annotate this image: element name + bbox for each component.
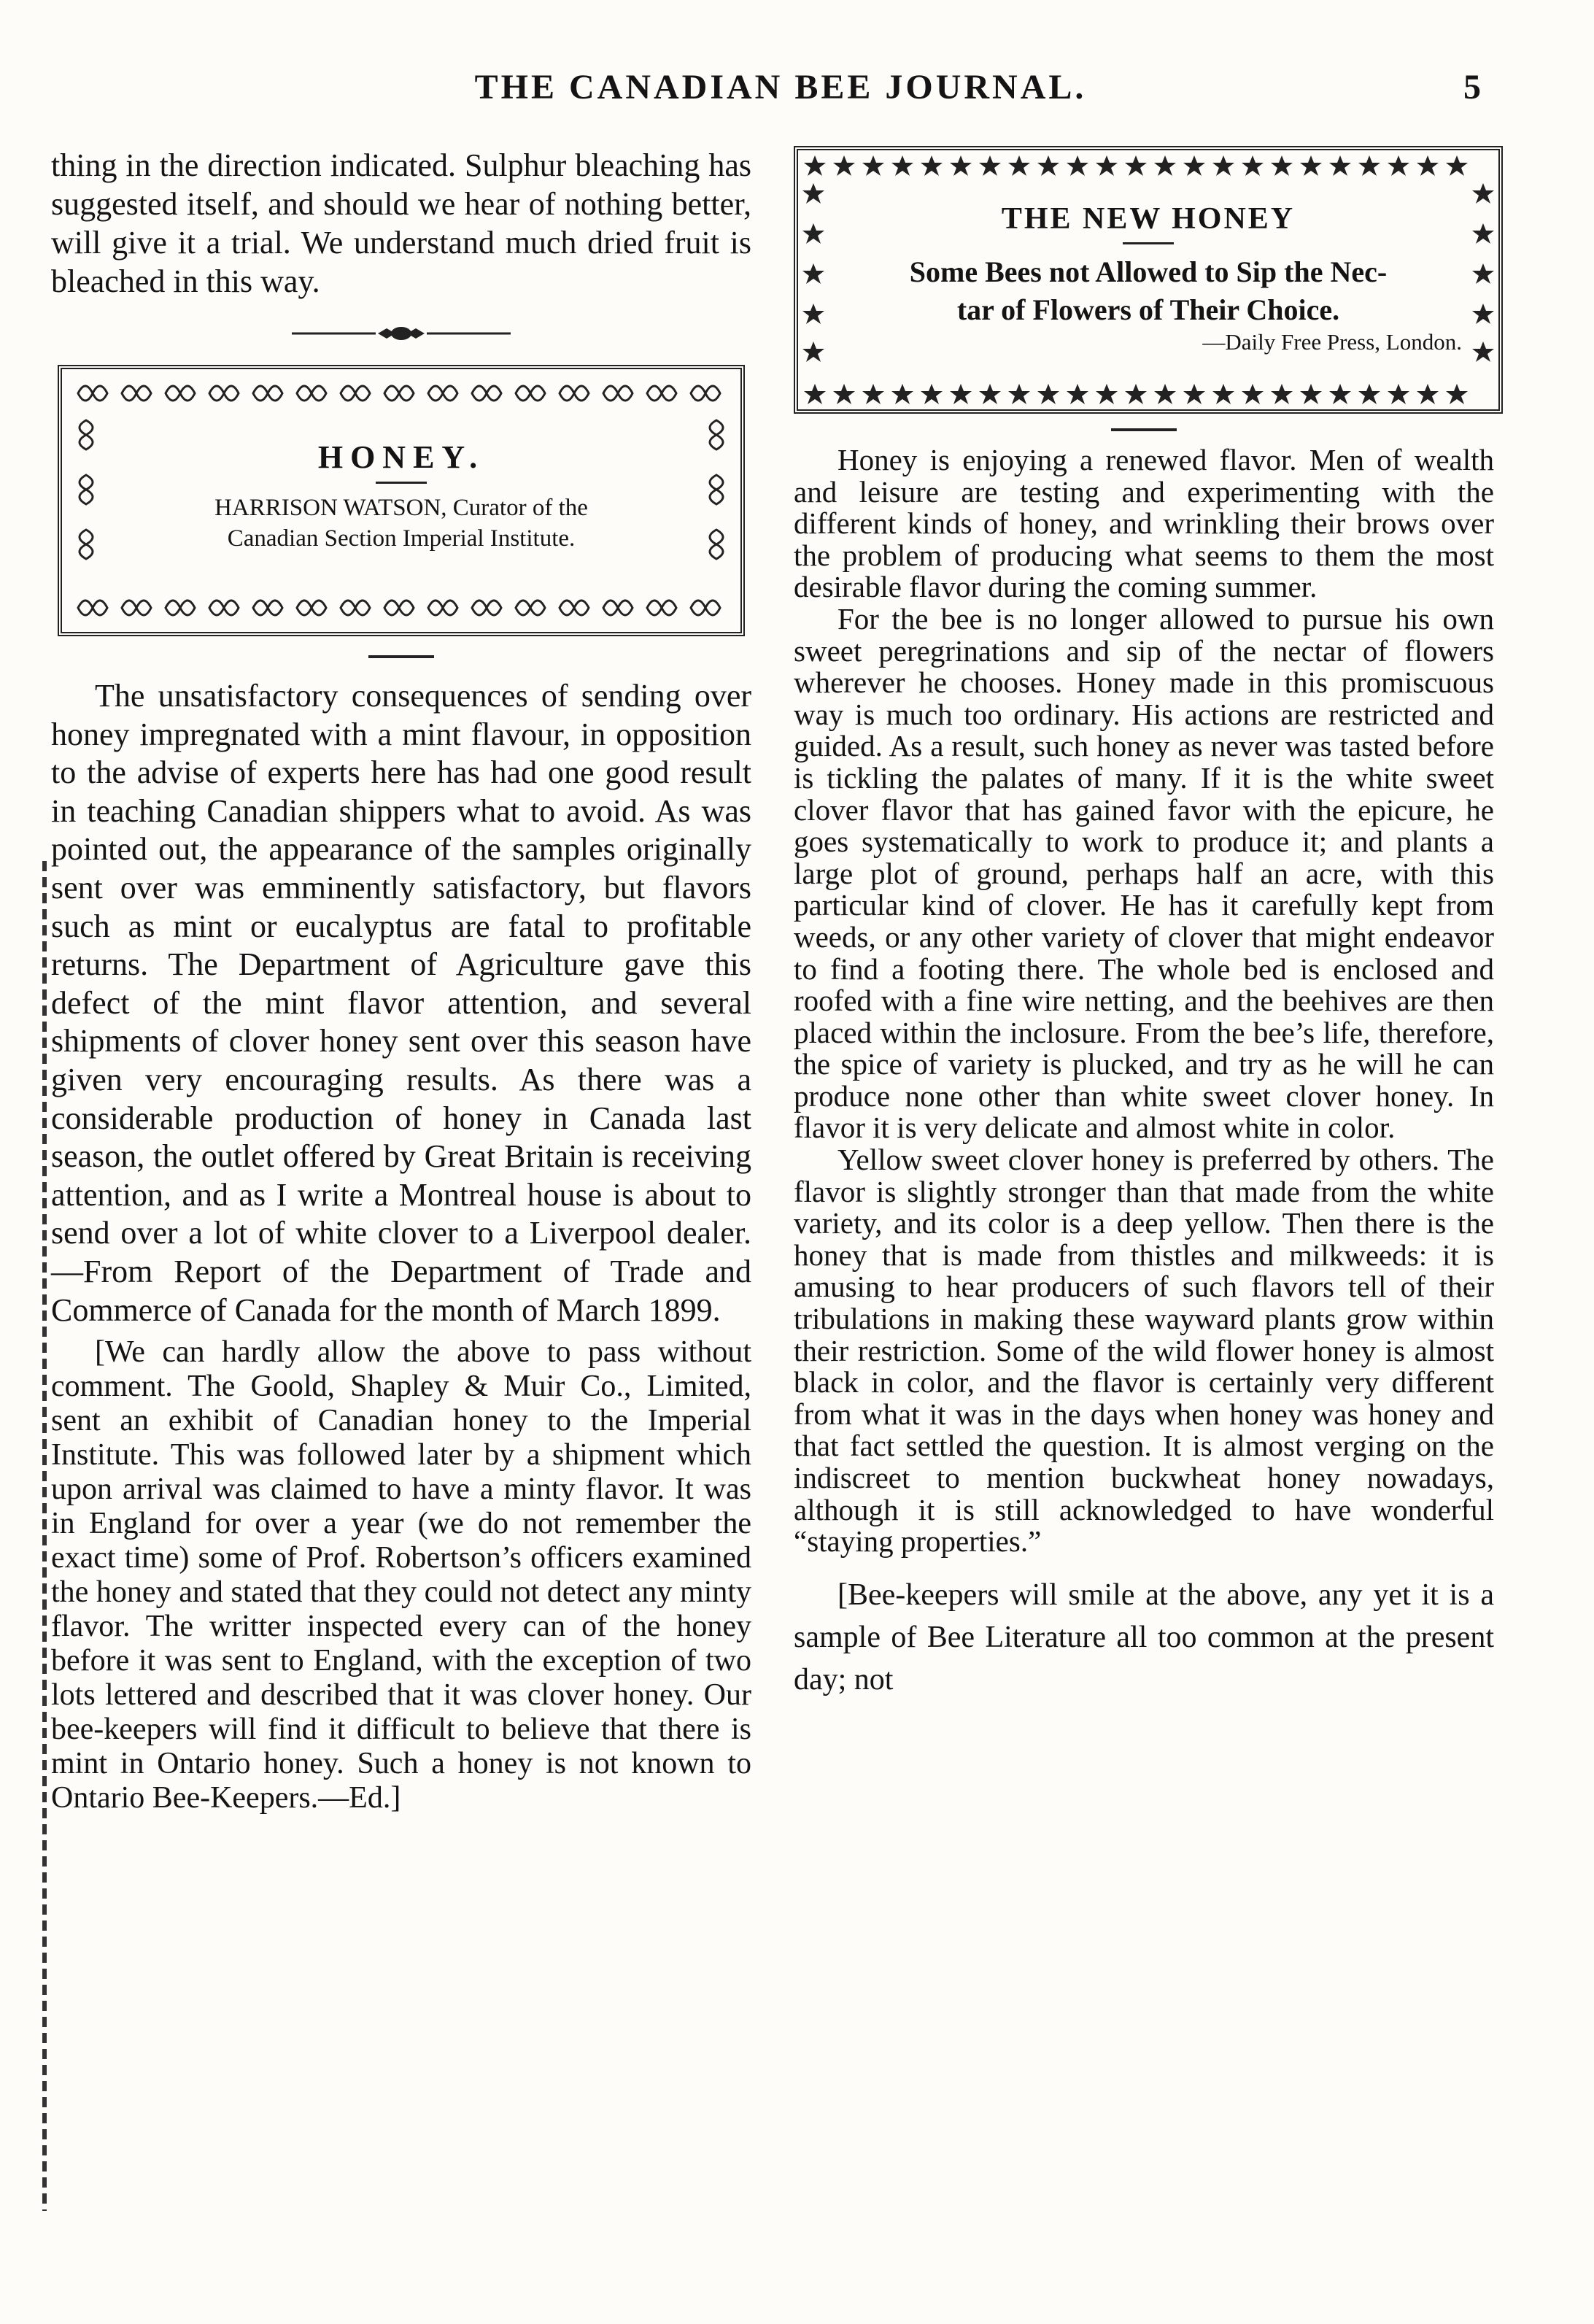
clover-border-right-icon [700, 413, 733, 574]
clover-border-bottom-icon [71, 590, 727, 626]
closing-note-paragraph: [Bee-keepers will smile at the above, any yet it is a sample of Bee Literature all too common at the present day; not [794, 1578, 1494, 1696]
page-header [51, 67, 1510, 118]
right-column [794, 146, 1494, 1701]
clover-border-top-icon [71, 375, 727, 412]
new-honey-source: —Daily Free Press, London. [1202, 329, 1462, 355]
section-divider-ornament [51, 323, 751, 344]
new-honey-box-content [835, 201, 1462, 355]
article-separator-rule [368, 655, 434, 658]
new-honey-paragraph-3: Yellow sweet clover honey is preferred by others. The flavor is slightly stronger than that made from the white variety, and its color is a deep yellow. Then there is the honey that is made from thistles and milkweeds: it is amusing to hear producers of such flavors tell of their tribulations in making these wayward plants grow within their restriction. Some of the wild flower honey is almost black in color, and the flavor is certainly very different from what it was in the days when honey was honey and that fact settled the question. It is almost verging on the indiscreet to mention buckwheat honey nowadays, although it is still acknowledged to have wonderful “staying properties.” [794, 1143, 1494, 1559]
honey-box-byline-2: Canadian Section Imperial Institute. [227, 525, 576, 552]
new-honey-subtitle-1: Some Bees not Allowed to Sip the Nec- [909, 255, 1388, 288]
honey-box-title: HONEY. [317, 439, 485, 475]
binding-edge-marks [42, 861, 47, 2211]
intro-paragraph: thing in the direction indicated. Sulphur bleaching has suggested itself, and should we hear of nothing better, will give it a trial. We understand much dried fruit is bleached in this way. [51, 147, 751, 299]
left-column [51, 146, 751, 1815]
title-rule [376, 482, 427, 484]
new-honey-paragraph-2: For the bee is no longer allowed to pursue his own sweet peregrinations and sip of the nectar of flowers wherever he chooses. Honey made in this promiscuous way is much too ordinary. His actions are restricted and guided. As a result, such honey as never was tasted before is tickling the palates of many. If it is the white sweet clover flavor that has gained favor with the epicure, he goes systematically to work to produce it; and plants a large plot of ground, perhaps half an acre, with this particular kind of clover. He has it carefully kept from weeds, or any other variety of clover that might endeavor to find a footing there. The whole bed is enclosed and roofed with a fine wire netting, and the beehives are then placed within the inclosure. From the bee’s life, therefore, the spice of variety is plucked, and try as he will he can produce none other than white sweet clover honey. In flavor it is very delicate and almost white in color. [794, 601, 1494, 1145]
clover-border-left-icon [69, 413, 103, 574]
journal-title: THE CANADIAN BEE JOURNAL. [474, 68, 1087, 107]
honey-article-paragraph: The unsatisfactory consequences of sending over honey impregnated with a mint flavour, in opposition to the advise of experts here has had one good result in teaching Canadian shippers what to avoid. As was pointed out, the appearance of the samples originally sent over was emminently satisfactory, but flavors such as mint or eucalyptus are fatal to profitable returns. The Department of Agriculture gave this defect of the mint flavor attention, and several shipments of clover honey sent over this season have given very encouraging results. As there was a considerable production of honey in Canada last season, the outlet offered by Great Britain is receiving attention, and as I write a Montreal house is about to send over a lot of white clover to a Liverpool dealer.—From Report of the Department of Trade and Commerce of Canada for the month of March 1899. [51, 678, 751, 1328]
divider-ornament-icon [292, 323, 511, 344]
right-separator-rule [1111, 428, 1177, 431]
new-honey-paragraph-1: Honey is enjoying a renewed flavor. Men of wealth and leisure are testing and experimenting with the different kinds of honey, and wrinkling their brows over the problem of producing what seems to them the most desirable flavor during the coming summer. [794, 443, 1494, 604]
star-border-bottom-icon [804, 382, 1482, 406]
new-honey-title: THE NEW HONEY [1001, 202, 1296, 236]
star-border-right-icon [1471, 179, 1496, 369]
star-border-top-icon [804, 153, 1482, 178]
star-border-left-icon [801, 179, 826, 369]
new-honey-subtitle-2: tar of Flowers of Their Choice. [956, 293, 1340, 326]
editor-note-paragraph: [We can hardly allow the above to pass without comment. The Goold, Shapley & Muir Co., Limited, sent an exhibit of Canadian honey to the Imperial Institute. This was followed later by a shipment which upon arrival was claimed to have a minty flavor. It was in England for over a year (we do not remember the exact time) some of Prof. Robertson’s officers examined the honey and stated that they could not detect any minty flavor. The writter inspected every can of the honey before it was sent to England, with the exception of two lots lettered and described that it was clover honey. Our bee-keepers will find it difficult to believe that there is mint in Ontario honey. Such a honey is not known to Ontario Bee-Keepers.—Ed.] [51, 1335, 751, 1815]
honey-article-box [58, 365, 745, 636]
page-number: 5 [1463, 68, 1481, 107]
new-honey-article-box [794, 146, 1503, 414]
honey-box-content [113, 439, 689, 554]
honey-box-byline-1: HARRISON WATSON, Curator of the [214, 495, 588, 521]
new-honey-title-rule [1123, 242, 1174, 244]
